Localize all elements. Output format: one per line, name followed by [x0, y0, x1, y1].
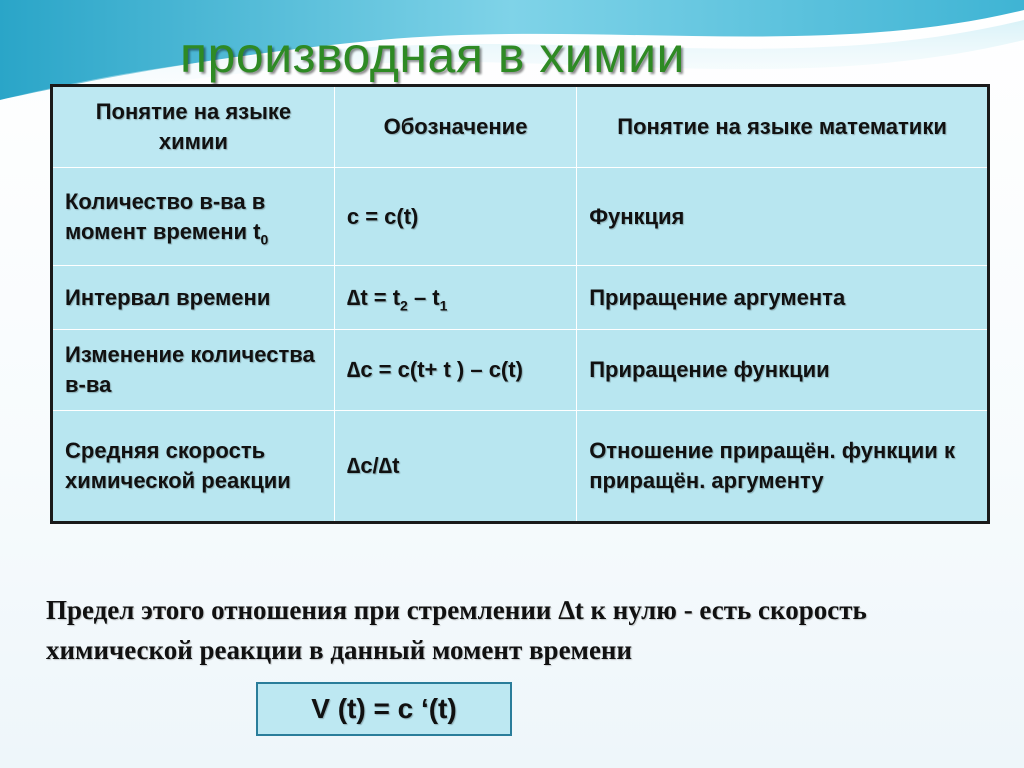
header-math-concept: Понятие на языке математики: [577, 86, 989, 168]
subscript: 0: [260, 230, 269, 247]
table-row: [52, 266, 989, 330]
cell-math-concept: Отношение приращён. функции к приращён. аргументу: [577, 411, 989, 523]
header-notation: Обозначение: [334, 86, 576, 168]
cell-chem-concept: Изменение количества в-ва: [52, 330, 335, 411]
chem-text: Количество в-ва в момент времени t: [65, 188, 266, 244]
cell-notation: [334, 411, 576, 523]
table-header-row: [52, 86, 989, 168]
cell-chem-concept: [52, 168, 335, 266]
table-row: [52, 411, 989, 523]
slide-title: производная в химии: [180, 27, 685, 83]
cell-math-concept: Функция: [577, 168, 989, 266]
limit-note: Предел этого отношения при стремлении ∆t к нулю - есть скорость химической реакции в данный момент времени: [46, 595, 867, 665]
cell-notation: [334, 330, 576, 411]
cell-chem-concept: Интервал времени: [52, 266, 335, 330]
cell-notation: [334, 168, 576, 266]
notation-text: c = c(t): [346, 203, 419, 229]
header-chemistry-concept: Понятие на языке химии: [52, 86, 335, 168]
cell-math-concept: Приращение функции: [577, 330, 989, 411]
subscript: 1: [439, 296, 448, 313]
subscript: 2: [400, 296, 408, 313]
rate-formula-box: V (t) = c ‘(t): [256, 682, 512, 736]
cell-chem-concept: Средняя скорость химической реакции: [52, 411, 335, 523]
cell-notation: [334, 266, 576, 330]
notation-text: – t: [407, 284, 440, 310]
cell-math-concept: Приращение аргумента: [577, 266, 989, 330]
notation-text: ∆t = t: [346, 284, 401, 310]
table-row: [52, 330, 989, 411]
notation-text: ∆c/∆t: [346, 453, 400, 478]
notation-text: ∆c = c(t+ t ) – c(t): [346, 357, 523, 382]
comparison-table: [50, 84, 990, 524]
table-row: [52, 168, 989, 266]
